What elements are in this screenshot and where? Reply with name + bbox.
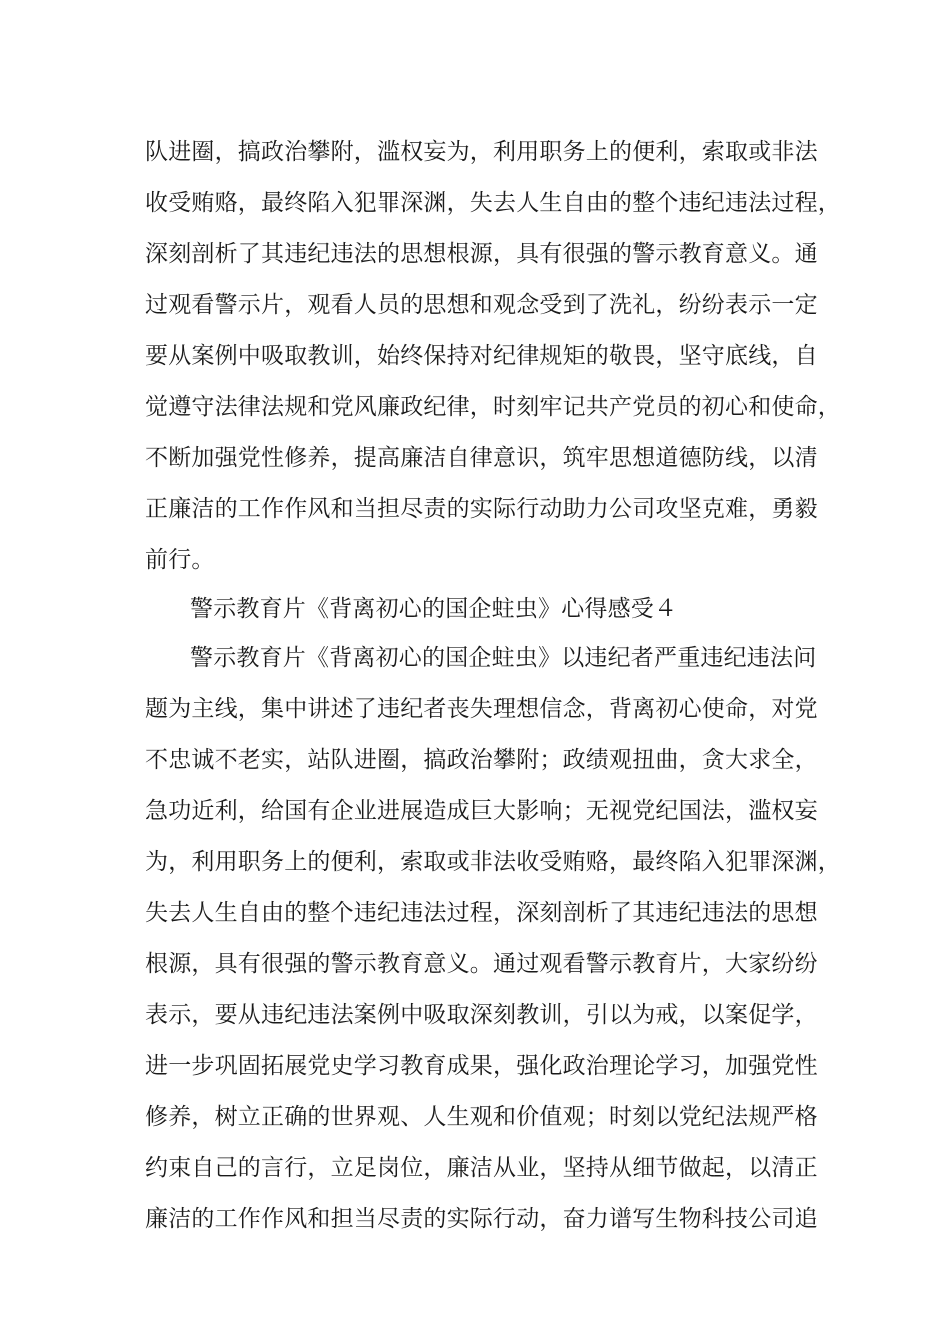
text-line: 前行。: [145, 547, 215, 573]
text-line: 急功近利，给国有企业进展造成巨大影响；无视党纪国法，滥权妄: [145, 798, 818, 824]
text-line: 觉遵守法律法规和党风廉政纪律，时刻牢记共产党员的初心和使命，: [145, 394, 841, 420]
text-line: 廉洁的工作作风和担当尽责的实际行动，奋力谱写生物科技公司追: [145, 1206, 818, 1232]
text-line: 深刻剖析了其违纪违法的思想根源，具有很强的警示教育意义。通: [145, 241, 818, 267]
text-line: 要从案例中吸取教训，始终保持对纪律规矩的敬畏，坚守底线，自: [145, 343, 818, 369]
text-line: 根源，具有很强的警示教育意义。通过观看警示教育片，大家纷纷: [145, 951, 818, 977]
text-line: 收受贿赂，最终陷入犯罪深渊，失去人生自由的整个违纪违法过程，: [145, 190, 841, 216]
text-line: 正廉洁的工作作风和当担尽责的实际行动助力公司攻坚克难，勇毅: [145, 496, 818, 522]
text-line: 过观看警示片，观看人员的思想和观念受到了洗礼，纷纷表示一定: [145, 292, 818, 318]
text-line: 修养，树立正确的世界观、人生观和价值观；时刻以党纪法规严格: [145, 1104, 818, 1130]
text-line: 题为主线，集中讲述了违纪者丧失理想信念，背离初心使命，对党: [145, 696, 818, 722]
text-line: 警示教育片《背离初心的国企蛀虫》以违纪者严重违纪违法问: [190, 645, 817, 671]
text-line: 约束自己的言行，立足岗位，廉洁从业，坚持从细节做起，以清正: [145, 1155, 818, 1181]
section-heading: 警示教育片《背离初心的国企蛀虫》心得感受４: [190, 596, 678, 622]
text-line: 不忠诚不老实，站队进圈，搞政治攀附；政绩观扭曲，贪大求全，: [145, 747, 818, 773]
text-line: 失去人生自由的整个违纪违法过程，深刻剖析了其违纪违法的思想: [145, 900, 818, 926]
text-line: 为，利用职务上的便利，索取或非法收受贿赂，最终陷入犯罪深渊，: [145, 849, 841, 875]
text-line: 队进圈，搞政治攀附，滥权妄为，利用职务上的便利，索取或非法: [145, 139, 818, 165]
text-line: 表示，要从违纪违法案例中吸取深刻教训，引以为戒，以案促学，: [145, 1002, 818, 1028]
text-line: 不断加强党性修养，提高廉洁自律意识，筑牢思想道德防线，以清: [145, 445, 818, 471]
text-line: 进一步巩固拓展党史学习教育成果，强化政治理论学习，加强党性: [145, 1053, 818, 1079]
